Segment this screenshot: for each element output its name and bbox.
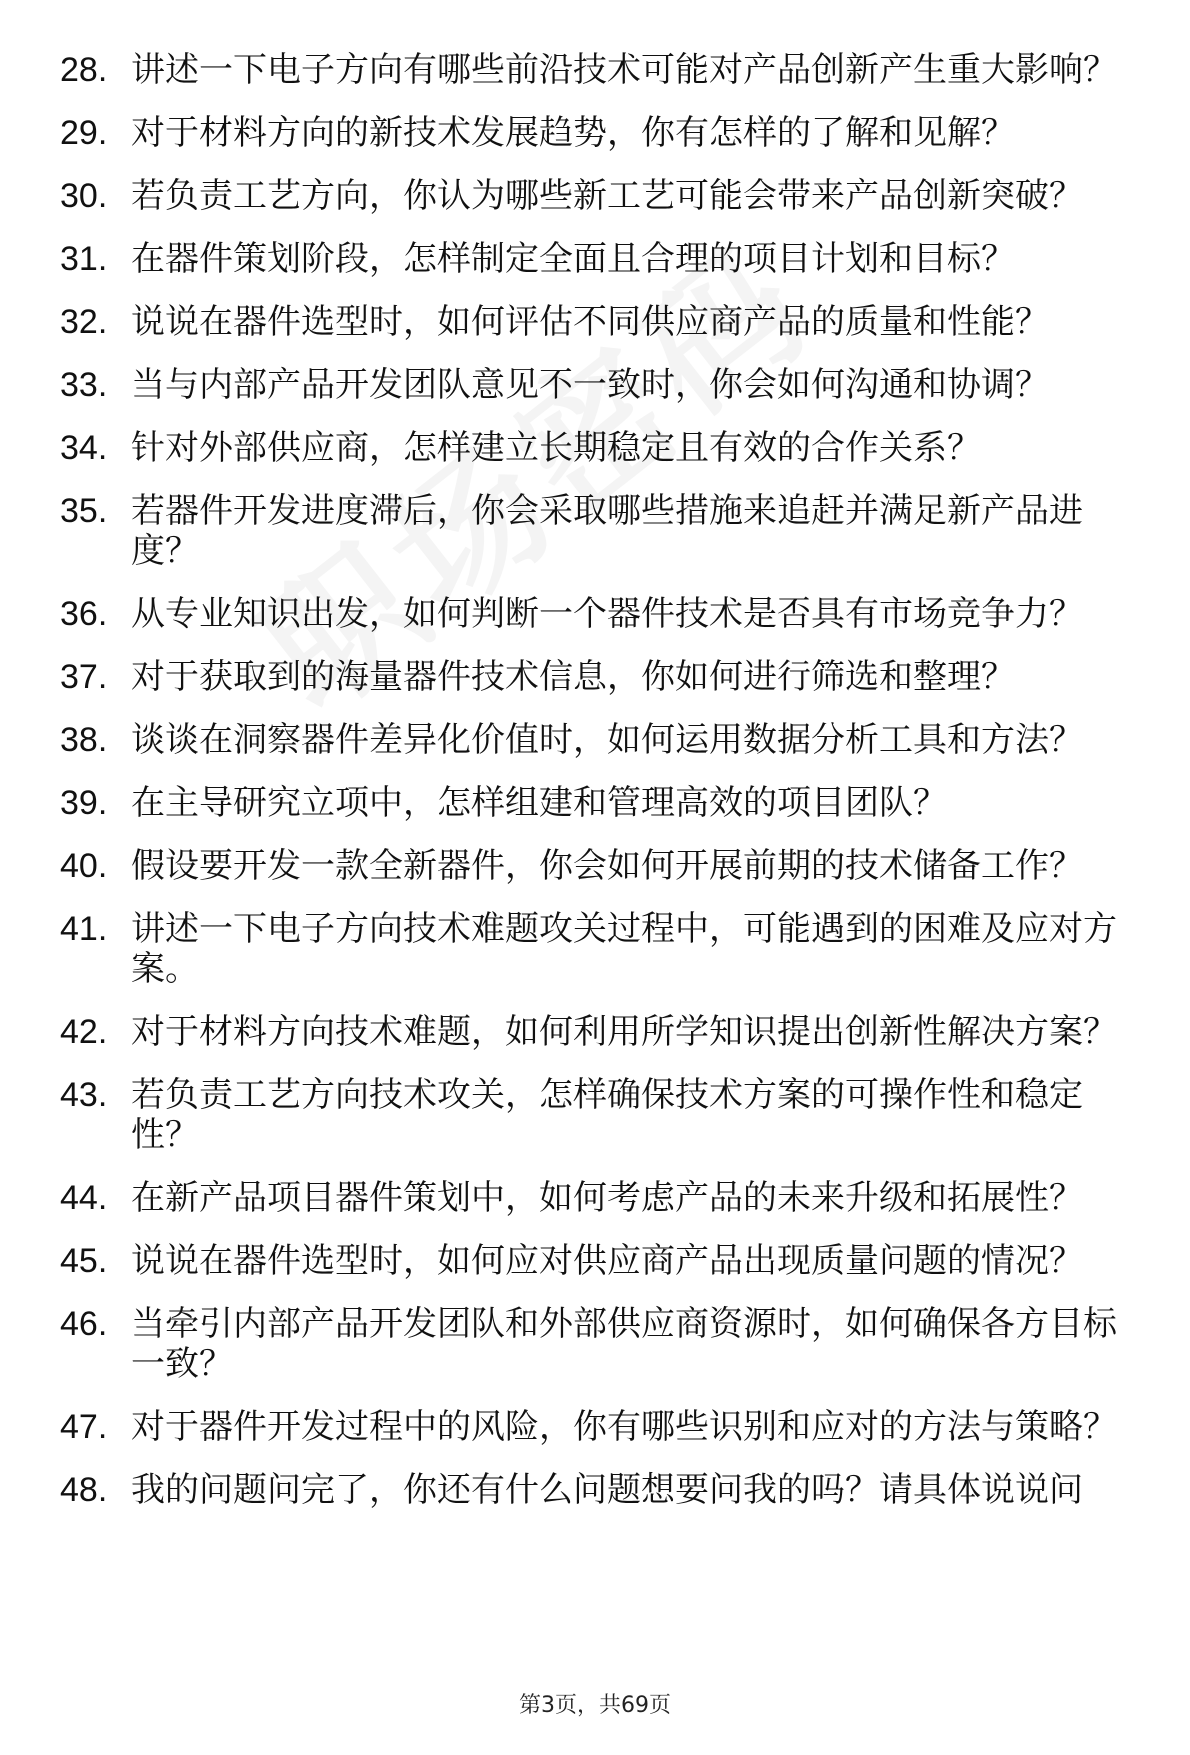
question-text: 对于器件开发过程中的风险，你有哪些识别和应对的方法与策略？ [131, 1407, 1117, 1447]
question-number: 46. [60, 1305, 108, 1343]
question-item [0, 1075, 1190, 1155]
question-number: 34. [60, 429, 108, 467]
question-text: 从专业知识出发，如何判断一个器件技术是否具有市场竞争力？ [131, 594, 1083, 634]
question-text: 对于获取到的海量器件技术信息，你如何进行筛选和整理？ [131, 657, 1015, 697]
question-item [0, 1407, 1190, 1447]
question-item [0, 1241, 1190, 1281]
question-text: 讲述一下电子方向技术难题攻关过程中，可能遇到的困难及应对方案。 [131, 909, 1117, 989]
question-item [0, 239, 1190, 279]
question-text: 在新产品项目器件策划中，如何考虑产品的未来升级和拓展性？ [131, 1178, 1083, 1218]
question-number: 29. [60, 114, 108, 152]
question-item [0, 1304, 1190, 1384]
question-item [0, 1178, 1190, 1218]
question-number: 30. [60, 177, 108, 215]
question-number: 36. [60, 595, 108, 633]
question-item [0, 909, 1190, 989]
question-number: 40. [60, 847, 108, 885]
question-number: 41. [60, 910, 108, 948]
question-number: 28. [60, 51, 108, 89]
question-text: 针对外部供应商，怎样建立长期稳定且有效的合作关系？ [131, 428, 981, 468]
question-text: 说说在器件选型时，如何评估不同供应商产品的质量和性能？ [131, 302, 1049, 342]
question-number: 48. [60, 1471, 108, 1509]
question-text: 我的问题问完了，你还有什么问题想要问我的吗？请具体说说问 [131, 1470, 1083, 1510]
question-text: 讲述一下电子方向有哪些前沿技术可能对产品创新产生重大影响？ [131, 50, 1117, 90]
question-item [0, 657, 1190, 697]
question-number: 47. [60, 1408, 108, 1446]
question-number: 42. [60, 1013, 108, 1051]
question-text: 在主导研究立项中，怎样组建和管理高效的项目团队？ [131, 783, 947, 823]
question-text: 若器件开发进度滞后，你会采取哪些措施来追赶并满足新产品进度？ [131, 491, 1083, 571]
question-number: 32. [60, 303, 108, 341]
question-text: 说说在器件选型时，如何应对供应商产品出现质量问题的情况？ [131, 1241, 1083, 1281]
question-item [0, 1470, 1190, 1510]
question-item [0, 428, 1190, 468]
question-text: 若负责工艺方向，你认为哪些新工艺可能会带来产品创新突破？ [131, 176, 1083, 216]
question-item [0, 846, 1190, 886]
question-number: 31. [60, 240, 108, 278]
question-item [0, 783, 1190, 823]
question-text: 当牵引内部产品开发团队和外部供应商资源时，如何确保各方目标一致？ [131, 1304, 1117, 1384]
question-item [0, 1012, 1190, 1052]
question-item [0, 491, 1190, 571]
question-number: 38. [60, 721, 108, 759]
question-number: 45. [60, 1242, 108, 1280]
question-number: 33. [60, 366, 108, 404]
question-text: 在器件策划阶段，怎样制定全面且合理的项目计划和目标？ [131, 239, 1015, 279]
question-item [0, 176, 1190, 216]
question-text: 谈谈在洞察器件差异化价值时，如何运用数据分析工具和方法？ [131, 720, 1083, 760]
question-item [0, 365, 1190, 405]
question-text: 当与内部产品开发团队意见不一致时，你会如何沟通和协调？ [131, 365, 1049, 405]
question-text: 假设要开发一款全新器件，你会如何开展前期的技术储备工作？ [131, 846, 1083, 886]
question-item [0, 302, 1190, 342]
question-list [0, 50, 1190, 1533]
question-number: 39. [60, 784, 108, 822]
question-text: 对于材料方向的新技术发展趋势，你有怎样的了解和见解？ [131, 113, 1015, 153]
page-footer: 第3页，共69页 [519, 1693, 671, 1718]
question-number: 35. [60, 492, 108, 530]
question-item [0, 113, 1190, 153]
question-item [0, 50, 1190, 90]
question-number: 44. [60, 1179, 108, 1217]
question-number: 37. [60, 658, 108, 696]
question-item [0, 720, 1190, 760]
question-number: 43. [60, 1076, 108, 1114]
question-item [0, 594, 1190, 634]
question-text: 对于材料方向技术难题，如何利用所学知识提出创新性解决方案？ [131, 1012, 1117, 1052]
question-text: 若负责工艺方向技术攻关，怎样确保技术方案的可操作性和稳定性？ [131, 1075, 1083, 1155]
